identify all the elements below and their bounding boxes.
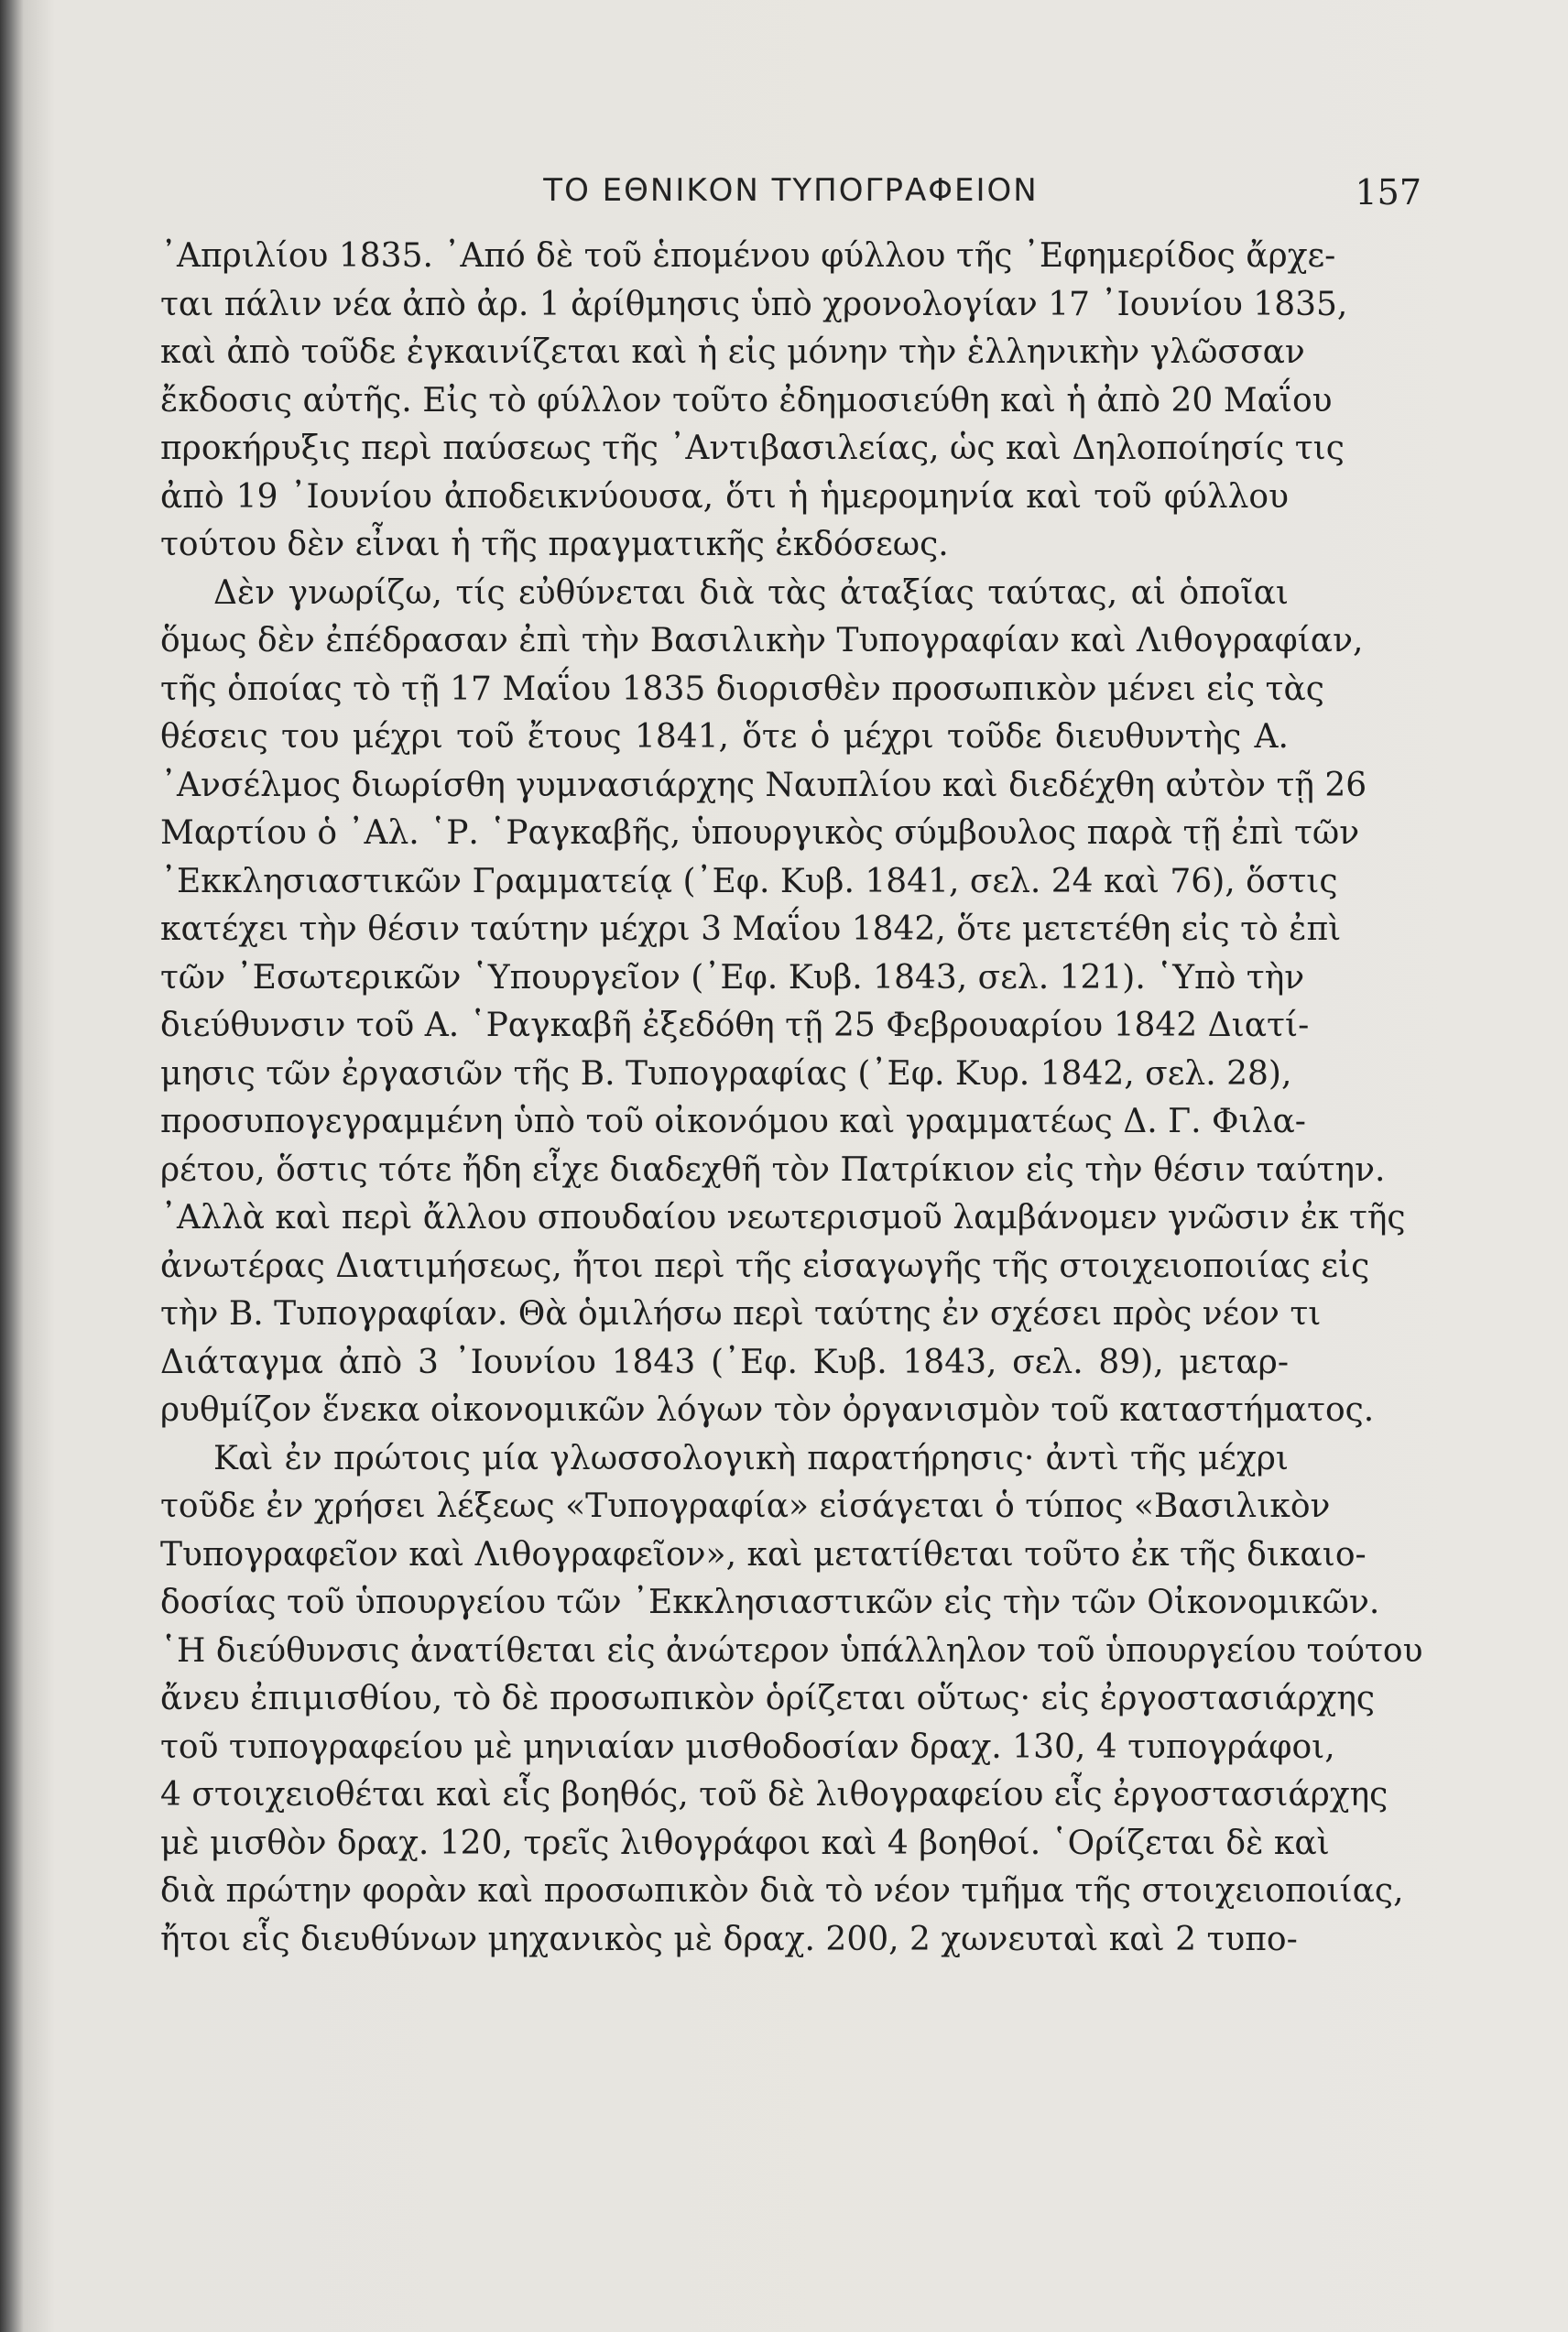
text-line: ρυθμίζον ἕνεκα οἰκονομικῶν λόγων τὸν ὀργανισμὸν τοῦ καταστήματος. — [160, 1391, 1375, 1429]
text-line: Διάταγμα ἀπὸ 3 ᾿Ιουνίου 1843 (᾿Εφ. Κυβ. 1843, σελ. 89), μεταρ- — [160, 1343, 1289, 1381]
text-line: δοσίας τοῦ ὑπουργείου τῶν ᾿Εκκλησιαστικῶν εἰς τὴν τῶν Οἰκονομικῶν. — [160, 1584, 1380, 1621]
text-line: διὰ πρώτην φορὰν καὶ προσωπικὸν διὰ τὸ νέον τμῆμα τῆς στοιχειοποιίας, — [160, 1872, 1404, 1910]
text-line: τοῦδε ἐν χρήσει λέξεως «Τυπογραφία» εἰσάγεται ὁ τύπος «Βασιλικὸν — [160, 1487, 1331, 1525]
text-line: μὲ μισθὸν δραχ. 120, τρεῖς λιθογράφοι καὶ 4 βοηθοί. ῾Ορίζεται δὲ καὶ — [160, 1824, 1330, 1862]
text-line: προσυπογεγραμμένη ὑπὸ τοῦ οἰκονόμου καὶ γραμματέως Δ. Γ. Φιλα- — [160, 1103, 1306, 1140]
text-line: ᾿Εκκλησιαστικῶν Γραμματείᾳ (᾿Εφ. Κυβ. 1841, σελ. 24 καὶ 76), ὅστις — [160, 862, 1338, 900]
text-line: ᾿Ανσέλμος διωρίσθη γυμνασιάρχης Ναυπλίου καὶ διεδέχθη αὐτὸν τῇ 26 — [160, 766, 1367, 804]
body-text — [160, 233, 1423, 1964]
text-line: ἀπὸ 19 ᾿Ιουνίου ἀποδεικνύουσα, ὅτι ἡ ἡμερομηνία καὶ τοῦ φύλλου — [160, 477, 1289, 516]
text-line: ἀνωτέρας Διατιμήσεως, ἤτοι περὶ τῆς εἰσαγωγῆς τῆς στοιχειοποιίας εἰς — [160, 1247, 1370, 1285]
text-line: ται πάλιν νέα ἀπὸ ἀρ. 1 ἀρίθμησις ὑπὸ χρονολογίαν 17 ᾿Ιουνίου 1835, — [160, 285, 1348, 323]
text-line: προκήρυξις περὶ παύσεως τῆς ᾿Αντιβασιλείας, ὡς καὶ Δηλοποίησίς τις — [160, 430, 1345, 467]
text-line: καὶ ἀπὸ τοῦδε ἐγκαινίζεται καὶ ἡ εἰς μόνην τὴν ἑλληνικὴν γλῶσσαν — [160, 333, 1305, 371]
text-line: θέσεις του μέχρι τοῦ ἔτους 1841, ὅτε ὁ μέχρι τοῦδε διευθυντὴς Α. — [160, 718, 1289, 756]
text-line: τῆς ὁποίας τὸ τῇ 17 Μαΐου 1835 διορισθὲν προσωπικὸν μένει εἰς τὰς — [160, 670, 1324, 708]
text-line: ἤτοι εἷς διευθύνων μηχανικὸς μὲ δραχ. 200, 2 χωνευταὶ καὶ 2 τυπο- — [160, 1920, 1298, 1958]
text-line: 4 στοιχειοθέται καὶ εἷς βοηθός, τοῦ δὲ λιθογραφείου εἷς ἐργοστασιάρχης — [160, 1776, 1388, 1814]
text-line: μησις τῶν ἐργασιῶν τῆς Β. Τυπογραφίας (᾿Εφ. Κυρ. 1842, σελ. 28), — [160, 1054, 1292, 1093]
running-title: ΤΟ ΕΘΝΙΚΟΝ ΤΥΠΟΓΡΑΦΕΙΟΝ — [543, 172, 1039, 209]
text-line: ᾿Απριλίου 1835. ᾿Από δὲ τοῦ ἑπομένου φύλλου τῆς ᾿Εφημερίδος ἄρχε- — [160, 237, 1336, 275]
text-line: διεύθυνσιν τοῦ Α. ῾Ραγκαβῆ ἐξεδόθη τῇ 25 Φεβρουαρίου 1842 Διατί- — [160, 1007, 1310, 1044]
page-number: 157 — [1355, 172, 1421, 212]
page-header — [160, 172, 1421, 218]
text-line: τοῦ τυπογραφείου μὲ μηνιαίαν μισθοδοσίαν δραχ. 130, 4 τυπογράφοι, — [160, 1727, 1335, 1766]
text-line: ρέτου, ὅστις τότε ἤδη εἶχε διαδεχθῆ τὸν Πατρίκιον εἰς τὴν θέσιν ταύτην. — [160, 1150, 1386, 1189]
text-line: ἔκδοσις αὐτῆς. Εἰς τὸ φύλλον τοῦτο ἐδημοσιεύθη καὶ ἡ ἀπὸ 20 Μαΐου — [160, 381, 1333, 420]
text-line: ᾿Αλλὰ καὶ περὶ ἄλλου σπουδαίου νεωτερισμοῦ λαμβάνομεν γνῶσιν ἐκ τῆς — [160, 1199, 1406, 1237]
text-line: κατέχει τὴν θέσιν ταύτην μέχρι 3 Μαΐου 1842, ὅτε μετετέθη εἰς τὸ ἐπὶ — [160, 910, 1342, 948]
text-line: τὴν Β. Τυπογραφίαν. Θὰ ὁμιλήσω περὶ ταύτης ἐν σχέσει πρὸς νέον τι — [160, 1295, 1322, 1333]
text-line: ὅμως δὲν ἐπέδρασαν ἐπὶ τὴν Βασιλικὴν Τυπογραφίαν καὶ Λιθογραφίαν, — [160, 622, 1364, 659]
text-line: τούτου δὲν εἶναι ἡ τῆς πραγματικῆς ἐκδόσεως. — [160, 526, 949, 563]
text-line: Δὲν γνωρίζω, τίς εὐθύνεται διὰ τὰς ἀταξίας ταύτας, αἱ ὁποῖαι — [213, 573, 1289, 612]
text-line: Μαρτίου ὁ ᾿Αλ. ῾Ρ. ῾Ραγκαβῆς, ὑπουργικὸς σύμβουλος παρὰ τῇ ἐπὶ τῶν — [160, 814, 1360, 852]
text-line: τῶν ᾿Εσωτερικῶν ῾Υπουργεῖον (᾿Εφ. Κυβ. 1843, σελ. 121). ῾Υπὸ τὴν — [160, 958, 1305, 997]
text-line: Τυπογραφεῖον καὶ Λιθογραφεῖον», καὶ μετατίθεται τοῦτο ἐκ τῆς δικαιο- — [160, 1535, 1367, 1574]
text-line: Καὶ ἐν πρώτοις μία γλωσσολογικὴ παρατήρησις· ἀντὶ τῆς μέχρι — [213, 1439, 1289, 1477]
text-line: ῾Η διεύθυνσις ἀνατίθεται εἰς ἀνώτερον ὑπάλληλον τοῦ ὑπουργείου τούτου — [160, 1631, 1423, 1670]
text-line: ἄνευ ἐπιμισθίου, τὸ δὲ προσωπικὸν ὁρίζεται οὕτως· εἰς ἐργοστασιάρχης — [160, 1680, 1376, 1717]
